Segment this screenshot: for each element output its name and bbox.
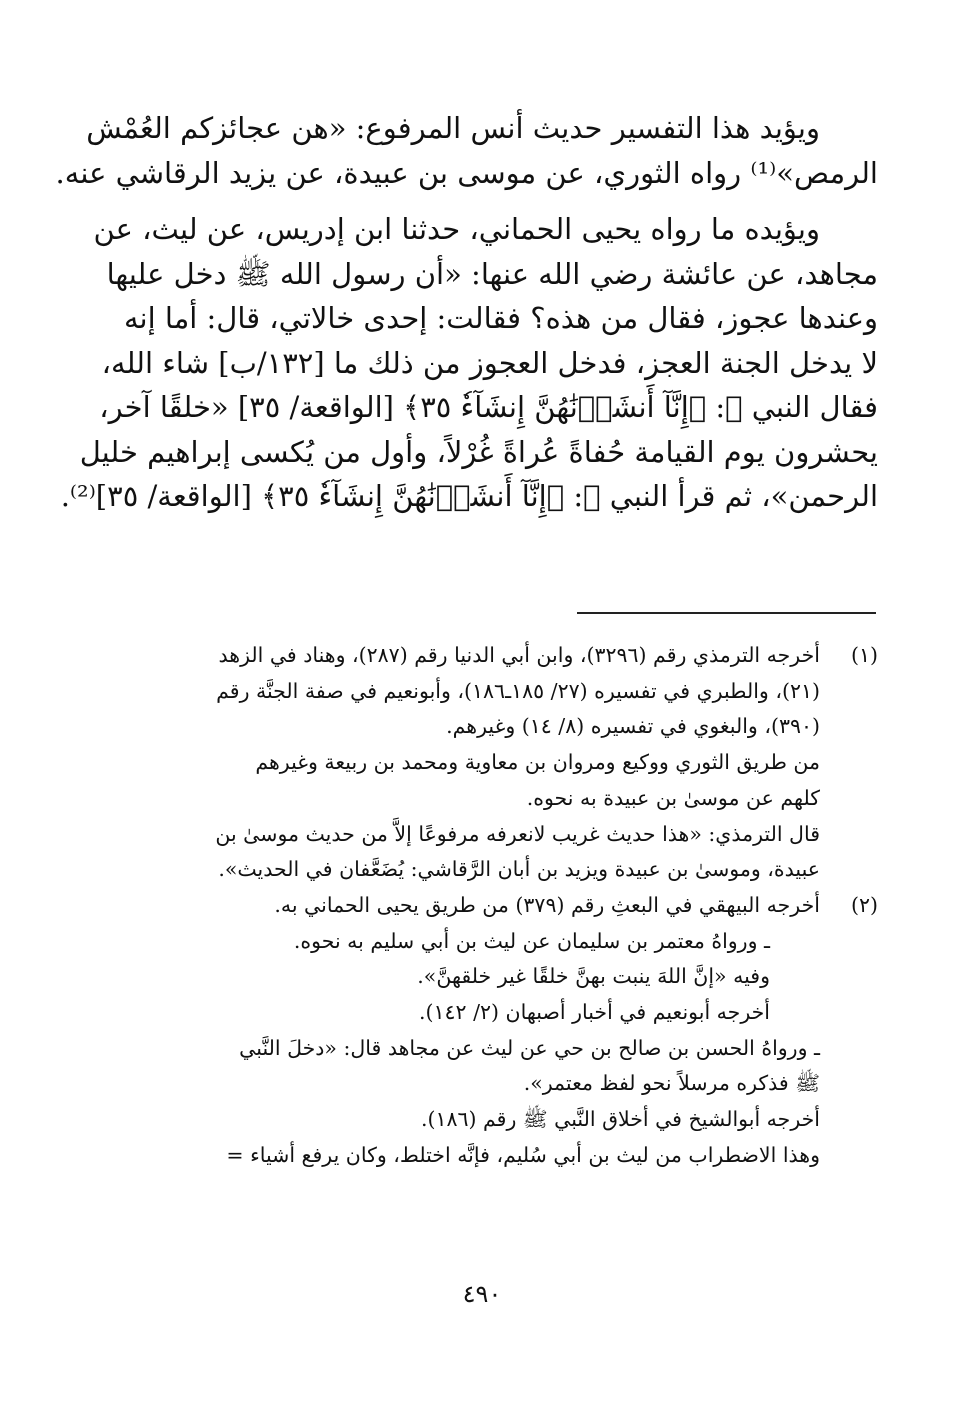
footnote-line: ﷺ فذكره مرسلاً نحو لفظ معتمر». [523,1071,820,1096]
footnote-line: من طريق الثوري ووكيع ومروان بن معاوية ومحمد بن ربيعة وغيرهم [255,750,820,775]
footnote-line: أخرجه أبوالشيخ في أخلاق النَّبي ﷺ رقم (١٨٦). [420,1107,820,1132]
footnote-line: أخرجه أبونعيم في أخبار أصبهان (٢/ ١٤٢). [419,1000,770,1025]
footnote-line: (٢١)، والطبري في تفسيره (٢٧/ ١٨٥ـ١٨٦)، وأبونعيم في صفة الجنَّة رقم [216,678,820,703]
text-line: يحشرون يوم القيامة حُفاةً عُراةً غُرْلاً، وأول من يُكسى إبراهيم خليل [79,434,878,469]
page-number: ٤٩٠ [462,1280,502,1308]
footnote-number: (٢) [850,892,878,917]
text-line: وعندها عجوز، فقال من هذه؟ فقالت: إحدى خالاتي، قال: أما إنه [123,301,878,335]
footnote-line: وفيه «إنَّ اللهَ ينبت بهنَّ خلقًا غير خلقهنَّ». [417,964,770,989]
text-line: مجاهد، عن عائشة رضي الله عنها: «أن رسول الله ﷺ دخل عليها [106,256,878,291]
footnotes [86,638,878,1174]
footnote-number: (١) [850,643,878,667]
footnote-line: قال الترمذي: «هذا حديث غريب لانعرفه مرفوعًا إلاَّ من حديث موسىٰ بن [215,821,820,846]
footnote-separator [577,612,876,614]
text-line: فقال النبي ﷺ: ﴿إِنَّآ أَنشَأۡنَٰهُنَّ إِنشَآءٗ ٣٥﴾ [الواقعة/ ٣٥] «خلقًا آخر، [99,390,878,424]
footnote-line: أخرجه البيهقي في البعثِ رقم (٣٧٩) من طريق يحيى الحماني به. [274,892,820,917]
footnote-line: ـ ورواهُ معتمر بن سليمان عن ليث بن أبي سليم به نحوه. [293,928,770,953]
footnote-2 [86,888,878,1174]
footnote-body [86,888,878,1174]
footnote-line: عبيدة، وموسىٰ بن عبيدة ويزيد بن أبان الرَّقاشي: يُضَعَّفان في الحديث». [218,857,820,882]
text-line: الرمص»⁽¹⁾ رواه الثوري، عن موسى بن عبيدة، عن يزيد الرقاشي عنه. [55,155,878,190]
footnote-1 [86,638,878,888]
footnote-line: ـ ورواهُ الحسن بن صالح بن حي عن ليث عن مجاهد قال: «دخلَ النَّبي [239,1035,820,1060]
text-line: ويؤيده ما رواه يحيى الحماني، حدثنا ابن إدريس، عن ليث، عن [93,212,820,246]
footnote-line: وهذا الاضطراب من ليث بن أبي سُليم، فإنَّه اختلط، وكان يرفع أشياء = [226,1142,820,1167]
main-text [55,106,878,519]
footnote-body [86,638,878,888]
text-line: لا يدخل الجنة العجز، فدخل العجوز من ذلك ما [١٣٢/ب] شاء الله، [101,345,878,380]
footnote-line: أخرجه الترمذي رقم (٣٢٩٦)، وابن أبي الدنيا رقم (٢٨٧)، وهناد في الزهد [218,643,820,667]
footnote-line: كلهم عن موسىٰ بن عبيدة به نحوه. [526,785,820,810]
paragraph-2 [60,207,878,519]
text-line: الرحمن»، ثم قرأ النبي ﷺ: ﴿إِنَّآ أَنشَأۡنَٰهُنَّ إِنشَآءٗ ٣٥﴾ [الواقعة/ ٣٥]⁽²⁾. [60,479,878,513]
paragraph-1 [55,106,878,195]
text-line: ويؤيد هذا التفسير حديث أنس المرفوع: «هن عجائزكم العُمْش [86,111,820,145]
footnote-line: (٣٩٠)، والبغوي في تفسيره (٨/ ١٤) وغيرهم. [446,714,820,739]
